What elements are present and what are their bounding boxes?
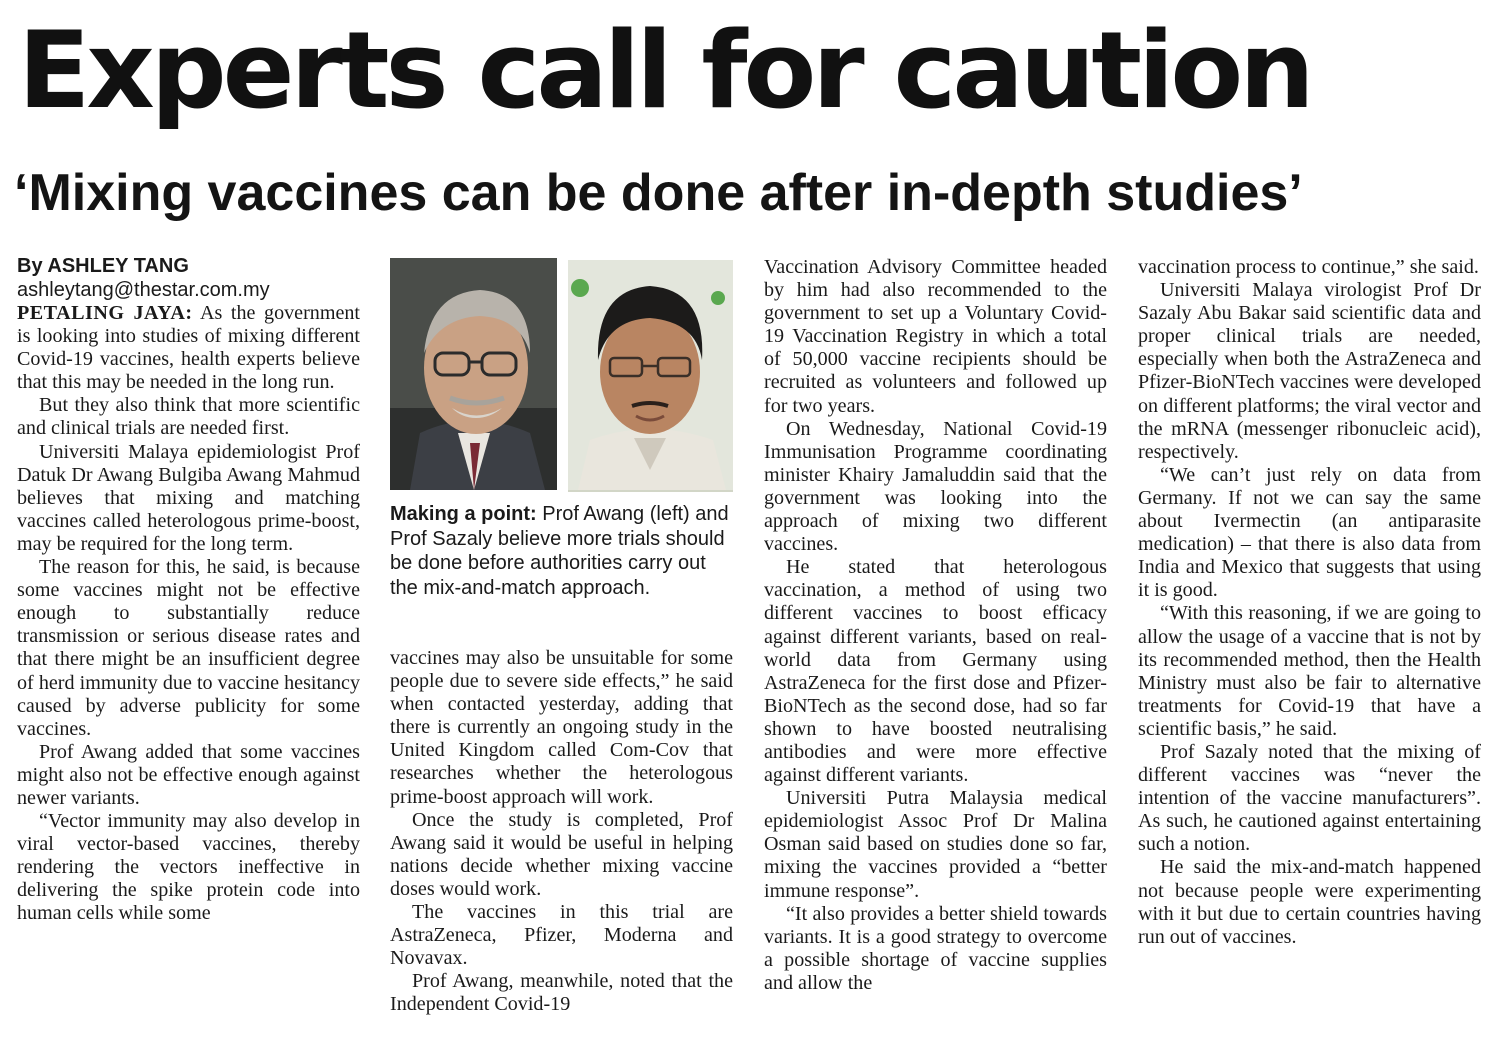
- paragraph: “Vector immunity may also develop in viral vector-based vaccines, thereby rendering the vectors ineffective in delivering the spike protein code into human cells while some: [17, 810, 360, 925]
- paragraph: Prof Sazaly noted that the mixing of different vaccines was “never the intention of the vaccine manufacturers”. As such, he cautioned against entertaining such a notion.: [1138, 740, 1481, 856]
- paragraph: “It also provides a better shield towards variants. It is a good strategy to overcome a possible shortage of vaccine supplies and allow the: [764, 902, 1107, 994]
- paragraph: He stated that heterologous vaccination, a method of using two different vaccines to boost efficacy against different variants, based on real-world data from Germany using AstraZeneca for the first dose and Pfizer-BioNTech as the second dose, had so far shown to have boosted neutralising antibodies and were more effective against different variants.: [764, 556, 1107, 787]
- paragraph: vaccines may also be unsuitable for some people due to severe side effects,” he said when contacted yesterday, adding that there is currently an ongoing study in the United Kingdom called Com-Cov that researches whether the heterologous prime-boost approach will work.: [390, 647, 733, 808]
- paragraph: He said the mix-and-match happened not because people were experimenting with it but due to certain countries having run out of vaccines.: [1138, 856, 1481, 948]
- article-column-4: [1138, 256, 1481, 949]
- author-email[interactable]: ashleytang@thestar.com.my: [17, 279, 270, 301]
- portrait-illustration-right: [568, 260, 733, 490]
- paragraph: The vaccines in this trial are AstraZeneca, Pfizer, Moderna and Novavax.: [390, 901, 733, 970]
- headline: Experts call for caution: [18, 9, 1311, 132]
- paragraph: But they also think that more scientific and clinical trials are needed first.: [17, 394, 360, 440]
- paragraph-text: As the government is looking into studies of mixing different Covid-19 vaccines, health experts believe that this may be needed in the long run.: [17, 302, 360, 394]
- paragraph: Once the study is completed, Prof Awang said it would be useful in helping nations decide whether mixing vaccine doses would work.: [390, 808, 733, 900]
- article-column-1: [17, 254, 360, 926]
- photo-pair: [390, 258, 733, 493]
- paragraph: Prof Awang added that some vaccines might also not be effective enough against newer variants.: [17, 740, 360, 809]
- paragraph: Universiti Putra Malaysia medical epidemiologist Assoc Prof Dr Malina Osman said based on studies done so far, mixing the vaccines provided a “better immune response”.: [764, 787, 1107, 902]
- paragraph: “With this reasoning, if we are going to allow the usage of a vaccine that is not by its recommended method, then the Health Ministry must also be fair to alternative treatments for Covid-19 that have a scientific basis,” he said.: [1138, 602, 1481, 740]
- byline: By ASHLEY TANG: [17, 255, 189, 277]
- dateline: PETALING JAYA:: [17, 302, 193, 324]
- paragraph: Prof Awang, meanwhile, noted that the Independent Covid-19: [390, 970, 733, 1016]
- article-column-2: [390, 647, 733, 1017]
- photo-prof-awang: [390, 258, 557, 490]
- paragraph: Universiti Malaya epidemiologist Prof Datuk Dr Awang Bulgiba Awang Mahmud believes that mixing and matching vaccines called heterologous prime-boost, may be required for the long term.: [17, 440, 360, 555]
- photo-caption: [390, 502, 733, 600]
- paragraph: On Wednesday, National Covid-19 Immunisation Programme coordinating minister Khairy Jamaluddin said that the government was looking into the approach of mixing two different vaccines.: [764, 417, 1107, 556]
- caption-text: Prof Awang (left) and Prof Sazaly believe more trials should be done before authorities carry out the mix-and-match approach.: [390, 503, 729, 599]
- paragraph: The reason for this, he said, is because some vaccines might not be effective enough to substantially reduce transmission or serious disease rates and that there might be an insufficient degree of herd immunity due to vaccine hesitancy caused by adverse publicity for some vaccines.: [17, 556, 360, 740]
- paragraph: vaccination process to continue,” she said.: [1138, 256, 1479, 278]
- photo-prof-sazaly: [568, 260, 733, 492]
- caption-lead: Making a point:: [390, 503, 537, 525]
- article-column-3: [764, 256, 1107, 995]
- paragraph: Vaccination Advisory Committee headed by him had also recommended to the government to set up a Voluntary Covid-19 Vaccination Registry in which a total of 50,000 vaccine recipients should be recruited as volunteers and followed up for two years.: [764, 256, 1107, 417]
- subheadline: ‘Mixing vaccines can be done after in-depth studies’: [14, 164, 1303, 222]
- paragraph: “We can’t just rely on data from Germany. If not we can say the same about Ivermectin (an antiparasite medication) – that there is also data from India and Mexico that suggests that using it is good.: [1138, 463, 1481, 602]
- portrait-illustration-left: [390, 258, 557, 490]
- paragraph: [17, 302, 360, 394]
- paragraph: Universiti Malaya virologist Prof Dr Sazaly Abu Bakar said scientific data and proper clinical trials are needed, especially when both the AstraZeneca and Pfizer-BioNTech vaccines were developed on different platforms; the viral vector and the mRNA (messenger ribonucleic acid), respectively.: [1138, 279, 1481, 463]
